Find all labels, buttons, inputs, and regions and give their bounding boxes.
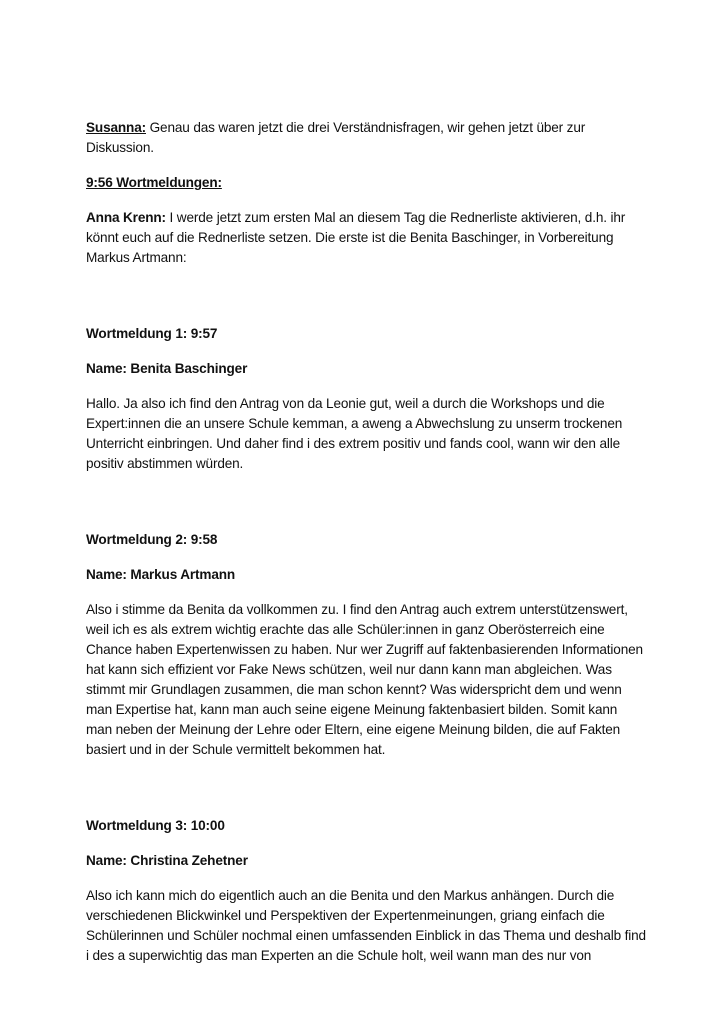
statement-text: Also i stimme da Benita da vollkommen zu. I find den Antrag auch extrem unterstützenswert, weil ich es als extrem wichtig erachte das alle Schüler:innen in ganz Oberösterreich eine Chance haben Expertenwissen zu haben. Nur wer Zugriff auf faktenbasierenden Informationen hat kann sich effizient vor Fake News schützen, weil nur dann kann man abgleichen. Was stimmt mir Grundlagen zusammen, die man schon kennt? Was widerspricht dem und wenn man Expertise hat, kann man auch seine eigene Meinung faktenbasiert bilden. Somit kann man neben der Meinung der Lehre oder Eltern, eine eigene Meinung bilden, die auf Fakten basiert und in der Schule vermittelt bekommen hat.	[86, 602, 643, 757]
statement-text: Hallo. Ja also ich find den Antrag von da Leonie gut, weil a durch die Workshops und die Expert:innen die an unsere Schule kemman, a aweng a Abwechslung zu unserm trockenen Unterricht einbringen. Und daher find i des extrem positiv und fands cool, wann wir den alle positiv abstimmen würden.	[86, 396, 623, 471]
statement-heading: Wortmeldung 2: 9:58	[86, 532, 218, 547]
intro-text: Genau das waren jetzt die drei Verständnisfragen, wir gehen jetzt über zur Diskussion.	[86, 120, 586, 155]
statement-heading: Wortmeldung 1: 9:57	[86, 326, 218, 341]
speaker-label: Susanna:	[86, 120, 146, 135]
statement-speaker-name: Name: Christina Zehetner	[86, 853, 248, 868]
moderator-text: I werde jetzt zum ersten Mal an diesem Tag die Rednerliste aktivieren, d.h. ihr könnt euch auf die Rednerliste setzen. Die erste ist die Benita Baschinger, in Vorbereitung Markus Artmann:	[86, 210, 626, 265]
statement-speaker-name: Name: Markus Artmann	[86, 567, 236, 582]
intro-paragraph	[86, 118, 646, 158]
section-heading: 9:56 Wortmeldungen:	[86, 175, 222, 190]
statement-text: Also ich kann mich do eigentlich auch an die Benita und den Markus anhängen. Durch die verschiedenen Blickwinkel und Perspektiven der Expertenmeinungen, griang einfach die Schülerinnen und Schüler nochmal einen umfassenden Einblick in das Thema und deshalb find i des a superwichtig das man Experten an die Schule holt, weil wann man des nur von	[86, 888, 646, 963]
moderator-label: Anna Krenn:	[86, 210, 166, 225]
document-page	[86, 118, 646, 966]
statement-speaker-name: Name: Benita Baschinger	[86, 361, 248, 376]
moderator-paragraph	[86, 208, 646, 268]
statement-heading: Wortmeldung 3: 10:00	[86, 818, 225, 833]
